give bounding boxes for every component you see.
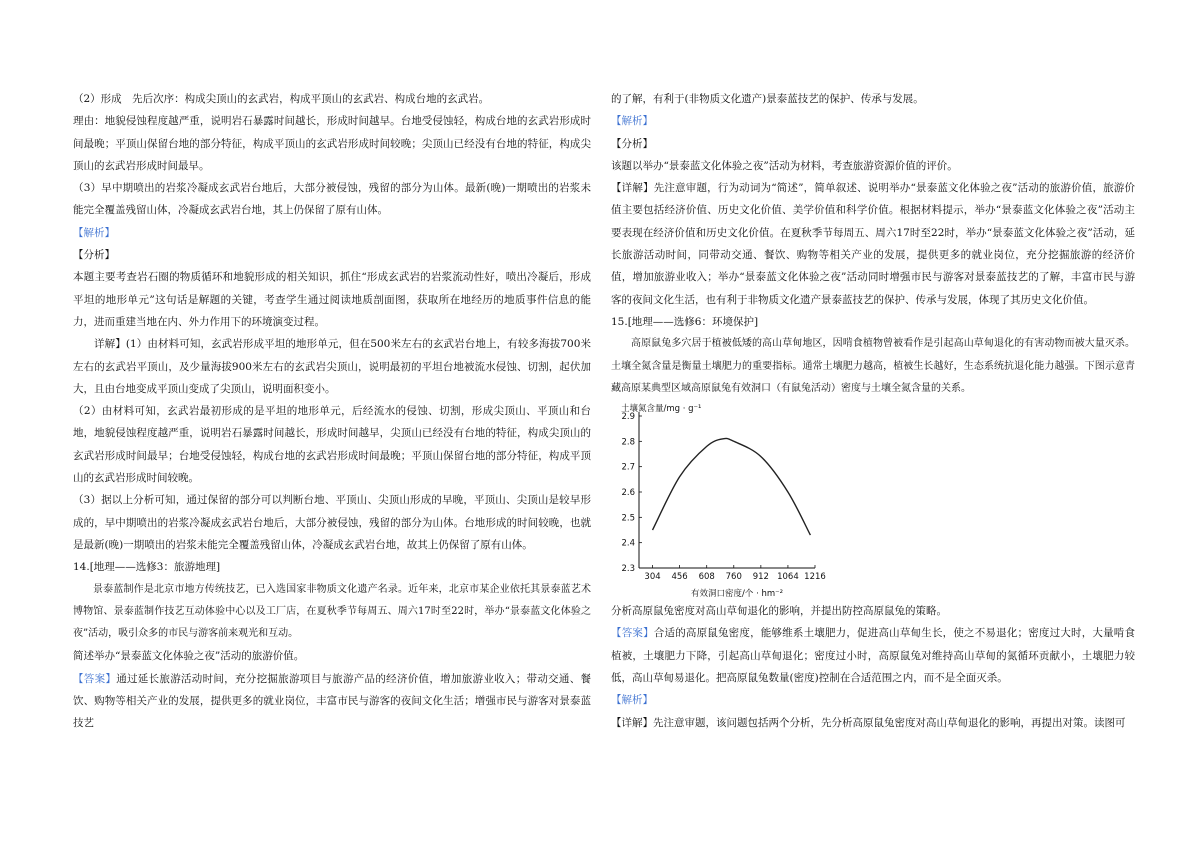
chart-y-tick-label: 2.7 xyxy=(621,462,635,473)
chart-x-tick-label: 760 xyxy=(725,572,742,583)
answer-2-order: （2）形成 先后次序：构成尖顶山的玄武岩，构成平顶山的玄武岩、构成台地的玄武岩。 xyxy=(73,93,490,105)
answer-14-cont: 的了解，有利于(非物质文化遗产)景泰蓝技艺的保护、传承与发展。 xyxy=(611,93,924,105)
answer-14-text: 通过延长旅游活动时间，充分挖掘旅游项目与旅游产品的经济价值，增加旅游业收入；带动交通、餐饮、购物等相关产业的发展，提供更多的就业岗位，丰富市民与游客的夜间文化生活；增强市民与游客对景泰蓝技艺 xyxy=(73,672,592,730)
analysis-heading xyxy=(73,222,591,244)
answer-tag-2: 【答案】 xyxy=(611,627,654,640)
chart-y-tick-label: 2.9 xyxy=(621,412,635,423)
fenxi-text-2: 该题以举办“景泰蓝文化体验之夜”活动为材料，考查旅游资源价值的评价。 xyxy=(611,159,958,172)
detail-1: 详解】(1）由材料可知，玄武岩形成平坦的地形单元，但在500米左右的玄武岩台地上，有较多海拔700米左右的玄武岩平顶山，及少量海拔900米左右的玄武岩尖顶山，说明最初的平坦台地被流水侵蚀、切割，起伏加大，且由台地变成平顶山变成了尖顶山，说明面积变小。 xyxy=(73,338,591,395)
chart-x-tick-label: 912 xyxy=(752,572,769,583)
answer-tag: 【答案】 xyxy=(73,672,117,685)
answer-15-text: 合适的高原鼠兔密度，能够维系土壤肥力，促进高山草甸生长，使之不易退化；密度过大时，大量啃食植被，土壤肥力下降，引起高山草甸退化；密度过小时，高原鼠兔对维持高山草甸的氮循环贡献小，土壤肥力较低，高山草甸易退化。把高原鼠兔数量(密度)控制在合适范围之内，而不是全面灭杀。 xyxy=(611,627,1136,685)
nitrogen-density-chart xyxy=(611,402,826,600)
question-14-heading: 14.[地理——选修3：旅游地理] xyxy=(73,561,221,574)
right-column xyxy=(611,88,1135,734)
analysis-heading-3 xyxy=(611,689,1135,711)
detail-14: 【详解】先注意审题，行为动词为“简述”，简单叙述、说明举办“景泰蓝文化体验之夜”活动的旅游价值，旅游价值主要包括经济价值、历史文化价值、美学价值和科学价值。根据材料提示，举办“景泰蓝文化体验之夜”活动主要表现在经济价值和历史文化价值。在夏秋季节每周五、周六17时至22时，举办“景泰蓝文化体验之夜”活动，延长旅游活动时间，同带动交通、餐饮、购物等相关产业的发展，提供更多的就业岗位，充分挖掘旅游的经济价值，增加旅游业收入；举办“景泰蓝文化体验之夜”活动同时增强市民与游客对景泰蓝技艺的了解，丰富市民与游客的夜间文化生活，也有利于非物质文化遗产景泰蓝技艺的保护、传承与发展，体现了其历史文化价值。 xyxy=(611,182,1135,306)
answer-2-reason: 理由：地貌侵蚀程度越严重，说明岩石暴露时间越长，形成时间越早。台地受侵蚀轻，构成台地的玄武岩形成时间最晚；平顶山保留台地的部分特征，构成平顶山的玄武岩形成时间较晚；尖顶山已经没有台地的特征，构成尖顶山的玄武岩形成时间最早。 xyxy=(73,115,591,172)
fenxi-text: 本题主要考查岩石圈的物质循环和地貌形成的相关知识，抓住“形成玄武岩的岩浆流动性好，喷出冷凝后，形成平坦的地形单元”这句话是解题的关键，考查学生通过阅读地质剖面图，获取所在地经历的地质事件信息的能力，进而重建当地在内、外力作用下的环境演变过程。 xyxy=(73,271,591,328)
chart-y-tick-label: 2.4 xyxy=(621,538,635,549)
chart-series-line xyxy=(653,439,811,536)
question-14-material: 景泰蓝制作是北京市地方传统技艺，已入选国家非物质文化遗产名录。近年来，北京市某企业依托其景泰蓝艺术博物馆、景泰蓝制作技艺互动体验中心以及工厂店，在夏秋季节每周五、周六17时至22时，举办“景泰蓝文化体验之夜”活动，吸引众多的市民与游客前来观光和互动。 xyxy=(73,583,591,640)
chart-svg xyxy=(611,402,826,600)
chart-axes xyxy=(639,412,815,568)
chart-x-tick-label: 456 xyxy=(671,572,688,583)
fenxi-heading-2: 【分析】 xyxy=(611,137,653,150)
analysis-heading-2 xyxy=(611,110,1135,132)
detail-2: （2）由材料可知，玄武岩最初形成的是平坦的地形单元，后经流水的侵蚀、切割，形成尖顶山、平顶山和台地，地貌侵蚀程度越严重，说明岩石暴露时间越长，形成时间越早，尖顶山已经没有台地的特征，构成尖顶山的玄武岩形成时间最早；台地受侵蚀轻，构成台地的玄武岩形成时间最晚；平顶山保留台地的部分特征，构成平顶山的玄武岩形成时间较晚。 xyxy=(73,405,591,485)
question-15-heading: 15.[地理——选修6：环境保护] xyxy=(611,315,759,328)
chart-y-tick-label: 2.3 xyxy=(621,564,635,575)
chart-x-tick-label: 304 xyxy=(644,572,661,583)
answer-15 xyxy=(611,622,1135,689)
analysis-tag-3: 【解析】 xyxy=(611,694,653,707)
answer-14 xyxy=(73,668,591,735)
chart-y-tick-label: 2.6 xyxy=(621,488,635,499)
chart-y-tick-label: 2.5 xyxy=(621,513,635,524)
detail-3: （3）据以上分析可知，通过保留的部分可以判断台地、平顶山、尖顶山形成的早晚，平顶山、尖顶山是较早形成的，早中期喷出的岩浆冷凝成玄武岩台地后，大部分被侵蚀，残留的部分为山体。台地形成的时间较晚，也就是最新(晚)一期喷出的岩浆未能完全覆盖残留山体，冷凝成玄武岩台地，故其上仍保留了原有山体。 xyxy=(73,494,591,551)
left-column xyxy=(73,88,591,735)
question-15-prompt: 分析高原鼠兔密度对高山草甸退化的影响，并提出防控高原鼠兔的策略。 xyxy=(611,605,947,618)
analysis-tag: 【解析】 xyxy=(73,226,115,239)
question-15-material: 高原鼠兔多穴居于植被低矮的高山草甸地区，因啃食植物曾被看作是引起高山草甸退化的有害动物而被大量灭杀。土壤全氮含量是衡量土壤肥力的重要指标。通常土壤肥力越高，植被生长越好，生态系统抗退化能力越强。下图示意青藏高原某典型区域高原鼠兔有效洞口（有鼠兔活动）密度与土壤全氮含量的关系。 xyxy=(611,338,1135,394)
answer-3: （3）早中期喷出的岩浆冷凝成玄武岩台地后，大部分被侵蚀，残留的部分为山体。最新(晚)一期喷出的岩浆未能完全覆盖残留山体，冷凝成玄武岩台地，其上仍保留了原有山体。 xyxy=(73,182,591,217)
analysis-tag-2: 【解析】 xyxy=(611,115,653,128)
fenxi-heading: 【分析】 xyxy=(73,249,115,262)
chart-x-tick-label: 608 xyxy=(698,572,715,583)
question-14-prompt: 简述举办“景泰蓝文化体验之夜”活动的旅游价值。 xyxy=(73,650,305,663)
chart-x-axis-label: 有效洞口密度/个 · hm⁻² xyxy=(691,589,784,600)
chart-y-axis-label: 土壤氮含量/mg · g⁻¹ xyxy=(621,404,702,415)
detail-15: 【详解】先注意审题，该问题包括两个分析，先分析高原鼠兔密度对高山草甸退化的影响，再提出对策。读图可 xyxy=(611,716,1126,729)
chart-x-tick-label: 1216 xyxy=(804,572,826,583)
chart-y-tick-label: 2.8 xyxy=(621,437,635,448)
chart-x-tick-label: 1064 xyxy=(777,572,799,583)
